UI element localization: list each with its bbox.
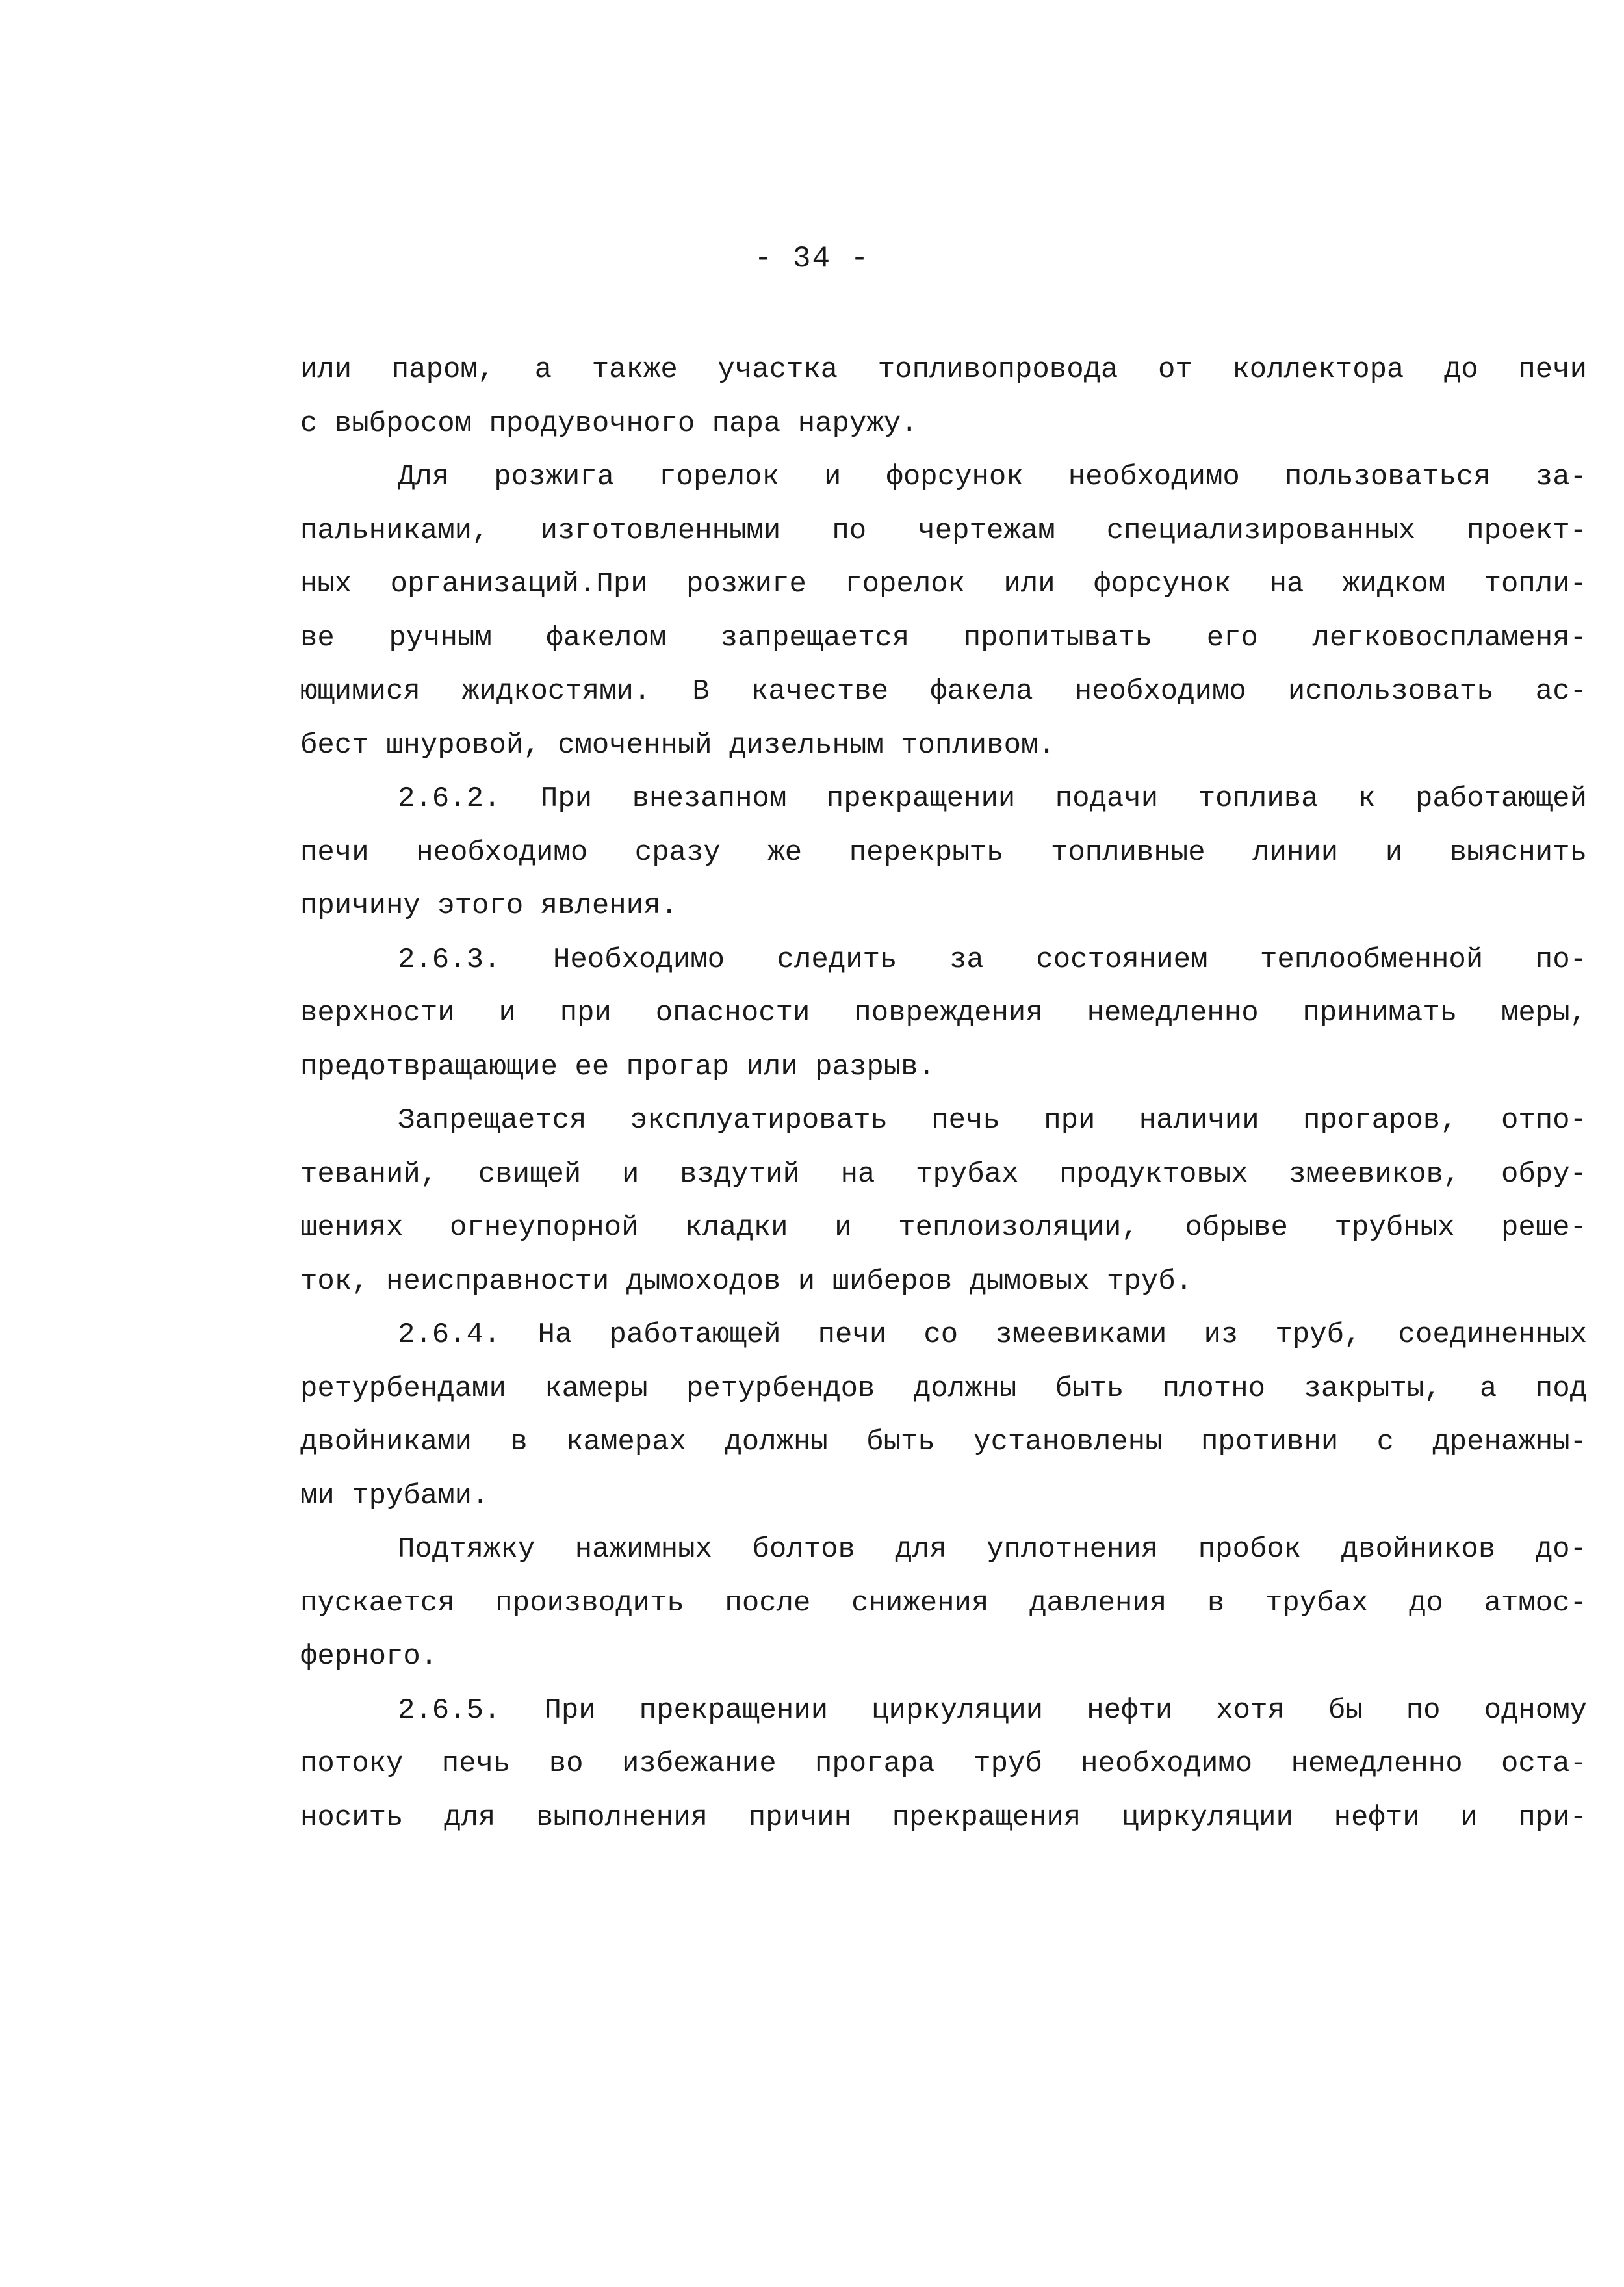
text-line: верхности и при опасности повреждения немедленно принимать меры, xyxy=(300,997,1587,1029)
text-line: ных организаций.При розжиге горелок или форсунок на жидком топли- xyxy=(300,568,1587,601)
text-line: с выбросом продувочного пара наружу. xyxy=(300,407,918,440)
text-line: теваний, свищей и вздутий на трубах продуктовых змеевиков, обру- xyxy=(300,1157,1587,1191)
text-line: 2.6.3. Необходимо следить за состоянием теплообменной по- xyxy=(398,943,1587,976)
text-line: или паром, а также участка топливопровода от коллектора до печи xyxy=(300,354,1587,386)
text-line: причину этого явления. xyxy=(300,890,678,922)
text-line: ферного. xyxy=(300,1640,438,1673)
text-line: 2.6.5. При прекращении циркуляции нефти хотя бы по одному xyxy=(398,1694,1587,1727)
text-line: Запрещается эксплуатировать печь при наличии прогаров, отпо- xyxy=(398,1104,1587,1137)
text-line: печи необходимо сразу же перекрыть топливные линии и выяснить xyxy=(300,836,1587,869)
document-body xyxy=(300,343,1587,1844)
text-line: 2.6.2. При внезапном прекращении подачи топлива к работающей xyxy=(398,782,1587,815)
text-line: потоку печь во избежание прогара труб необходимо немедленно оста- xyxy=(300,1748,1587,1780)
text-line: ми трубами. xyxy=(300,1479,489,1512)
text-line: Для розжига горелок и форсунок необходимо пользоваться за- xyxy=(398,461,1587,493)
text-line: Подтяжку нажимных болтов для уплотнения пробок двойников до- xyxy=(398,1533,1587,1566)
text-line: 2.6.4. На работающей печи со змеевиками из труб, соединенных xyxy=(398,1319,1587,1351)
text-line: ющимися жидкостями. В качестве факела необходимо использовать ас- xyxy=(300,675,1587,708)
text-line: бест шнуровой, смоченный дизельным топливом. xyxy=(300,729,1055,762)
text-line: предотвращающие ее прогар или разрыв. xyxy=(300,1050,935,1083)
text-line: пальниками, изготовленными по чертежам специализированных проект- xyxy=(300,514,1587,547)
text-line: ве ручным факелом запрещается пропитывать его легковоспламеня- xyxy=(300,621,1587,654)
text-line: пускается производить после снижения давления в трубах до атмос- xyxy=(300,1586,1587,1620)
text-line: двойниками в камерах должны быть установлены противни с дренажны- xyxy=(300,1426,1587,1458)
text-line: ток, неисправности дымоходов и шиберов дымовых труб. xyxy=(300,1265,1193,1298)
text-line: ретурбендами камеры ретурбендов должны быть плотно закрыты, а под xyxy=(300,1372,1587,1405)
page-number: - 34 - xyxy=(754,242,870,276)
text-line: носить для выполнения причин прекращения циркуляции нефти и при- xyxy=(300,1801,1587,1834)
text-line: шениях огнеупорной кладки и теплоизоляции, обрыве трубных реше- xyxy=(300,1211,1587,1244)
